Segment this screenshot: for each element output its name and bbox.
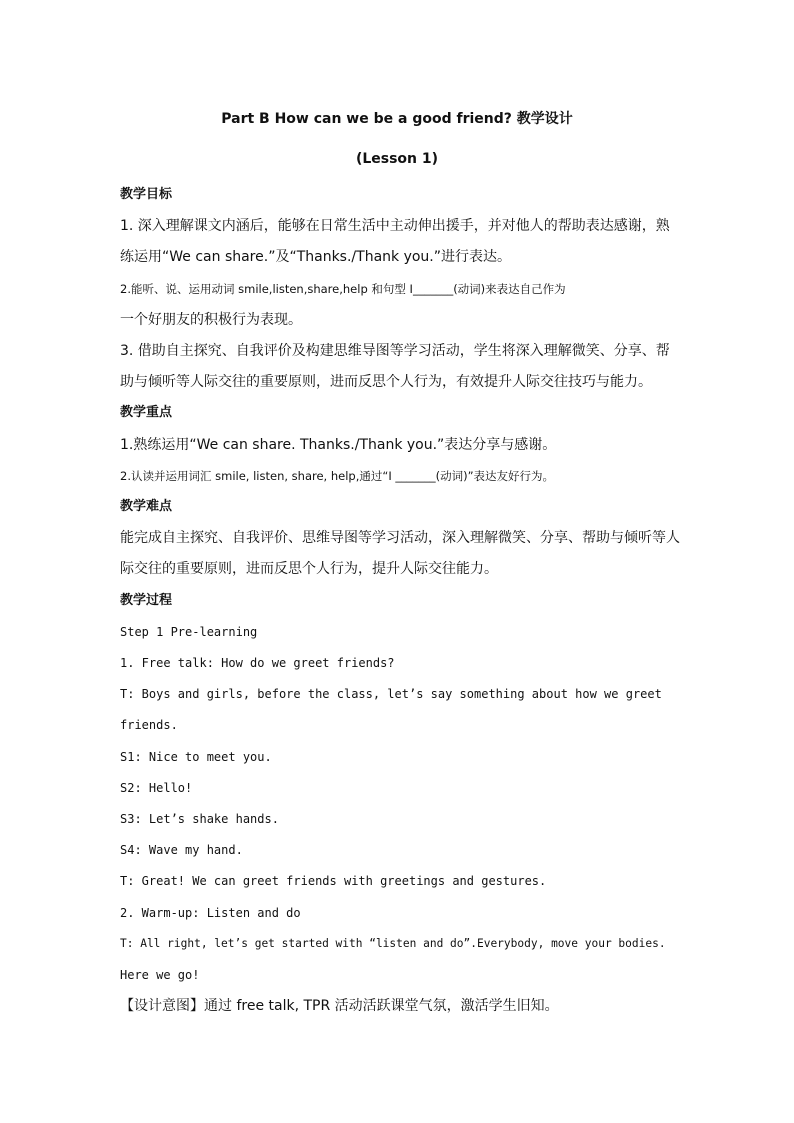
process-line: 2. Warm-up: Listen and do: [120, 906, 301, 920]
difficulty-line: 能完成自主探究、自我评价、思维导图等学习活动，深入理解微笑、分享、帮助与倾听等人: [120, 530, 680, 546]
process-line: S1: Nice to meet you.: [120, 750, 272, 764]
objectives-heading: 教学目标: [120, 187, 173, 202]
process-line: S3: Let’s shake hands.: [120, 812, 279, 826]
objective-line: 助与倾听等人际交往的重要原则，进而反思个人行为，有效提升人际交往技巧与能力。: [120, 374, 652, 390]
key-point-line: 2.认读并运用词汇 smile, listen, share, help,通过“I _______(动词)”表达友好行为。: [120, 469, 555, 483]
objective-line: 3. 借助自主探究、自我评价及构建思维导图等学习活动，学生将深入理解微笑、分享、帮: [120, 343, 670, 359]
process-line: S2: Hello!: [120, 781, 193, 795]
lesson-subtitle: (Lesson 1): [355, 151, 439, 167]
process-line: 1. Free talk: How do we greet friends?: [120, 656, 395, 670]
process-line: T: Great! We can greet friends with greetings and gestures.: [120, 874, 547, 888]
objective-line: 1. 深入理解课文内涵后，能够在日常生活中主动伸出援手，并对他人的帮助表达感谢，熟: [120, 218, 670, 234]
key-points-heading: 教学重点: [120, 405, 173, 420]
process-line: friends.: [120, 718, 178, 732]
objective-line: 2.能听、说、运用动词 smile,listen,share,help 和句型 I_______(动词)来表达自己作为: [120, 282, 566, 296]
objective-line: 练运用“We can share.”及“Thanks./Thank you.”进行表达。: [120, 249, 512, 265]
process-line: S4: Wave my hand.: [120, 843, 243, 857]
process-line: Here we go!: [120, 968, 200, 982]
design-intent-line: 【设计意图】通过 free talk, TPR 活动活跃课堂气氛，激活学生旧知。: [120, 998, 559, 1014]
difficulty-line: 际交往的重要原则，进而反思个人行为，提升人际交往能力。: [120, 561, 498, 577]
process-heading: 教学过程: [120, 593, 173, 608]
process-line: Step 1 Pre-learning: [120, 625, 258, 639]
difficulties-heading: 教学难点: [120, 499, 173, 514]
document-title: Part B How can we be a good friend? 教学设计: [221, 111, 573, 127]
objective-line: 一个好朋友的积极行为表现。: [120, 312, 302, 328]
process-line: T: Boys and girls, before the class, let’s say something about how we greet: [120, 687, 662, 701]
key-point-line: 1.熟练运用“We can share. Thanks./Thank you.”表达分享与感谢。: [120, 437, 557, 453]
process-line: T: All right, let’s get started with “listen and do”.Everybody, move your bodies.: [120, 937, 666, 950]
